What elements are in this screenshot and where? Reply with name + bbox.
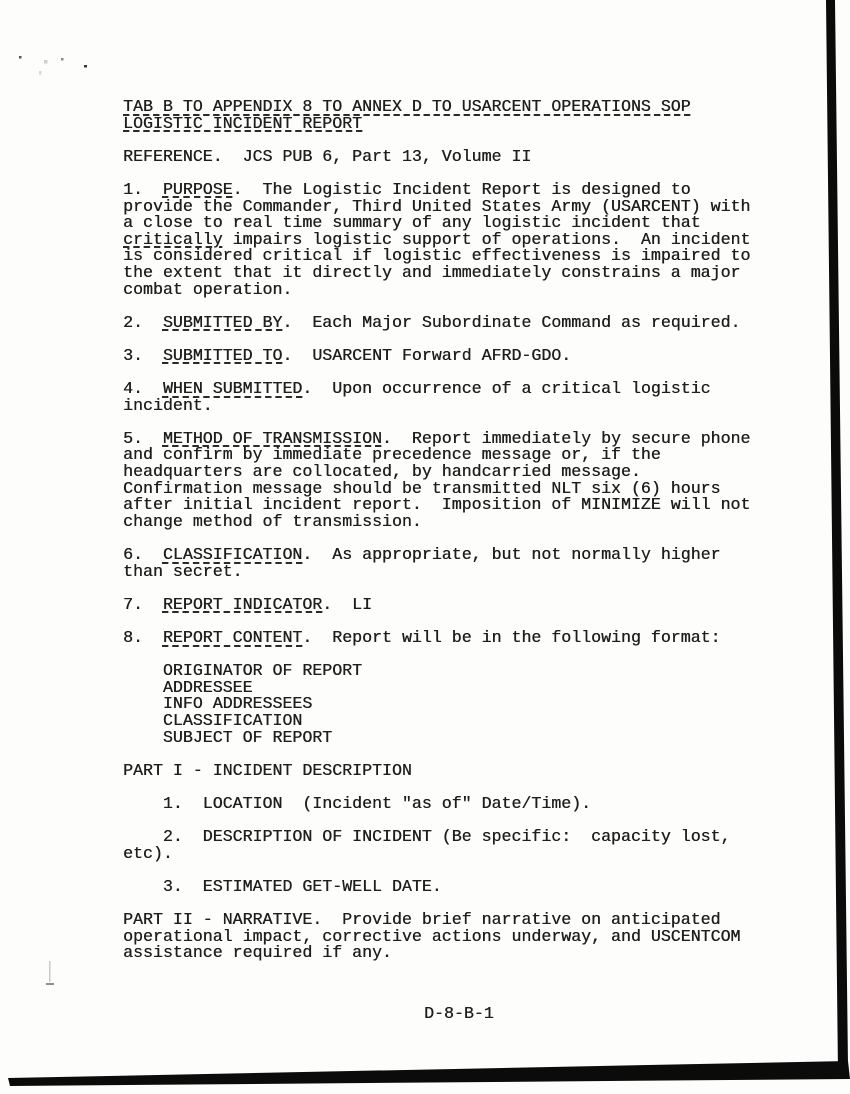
text: combat operation. xyxy=(123,279,293,299)
text: 3. xyxy=(123,345,163,365)
text: assistance required if any. xyxy=(123,943,392,963)
text: operational impact, corrective actions underway, and USCENTCOM xyxy=(123,926,741,946)
text: 3. ESTIMATED GET-WELL DATE. xyxy=(123,876,442,896)
text: . The Logistic Incident Report is designed to xyxy=(232,179,691,199)
underlined-text: LOGISTIC INCIDENT REPORT xyxy=(123,113,362,133)
scan-speck xyxy=(84,65,87,68)
scan-speck xyxy=(44,60,48,64)
para-3-submitted-to xyxy=(123,345,750,365)
bottom-edge-scan-bar xyxy=(8,1061,850,1086)
text: impairs logistic support of operations. An incident xyxy=(222,229,751,249)
underlined-text: TAB B TO APPENDIX 8 TO ANNEX D TO USARCENT OPERATIONS SOP xyxy=(123,97,691,116)
text: ADDRESSEE xyxy=(123,677,253,697)
text: . USARCENT Forward AFRD-GDO. xyxy=(282,345,572,365)
part-1-item-3 xyxy=(123,876,750,896)
text: than secret. xyxy=(123,561,243,581)
text: PART I - INCIDENT DESCRIPTION xyxy=(123,760,412,780)
para-7-report-indicator xyxy=(123,594,750,614)
doc-title-line-2 xyxy=(123,113,750,133)
underlined-text: CLASSIFICATION xyxy=(162,545,303,565)
part-1-item-1 xyxy=(123,793,750,813)
text: headquarters are collocated, by handcarried message. xyxy=(123,462,641,482)
text: 7. xyxy=(123,594,163,614)
underlined-text: REPORT CONTENT xyxy=(162,628,303,647)
text: 1. xyxy=(123,179,163,199)
text: a close to real time summary of any logistic incident that xyxy=(123,213,701,233)
scan-mark xyxy=(49,961,51,982)
doc-line xyxy=(123,395,750,415)
para-4-when-submitted xyxy=(123,381,750,398)
doc-line xyxy=(123,561,750,581)
text: PART II - NARRATIVE. Provide brief narrative on anticipated xyxy=(123,910,721,930)
text: 2. xyxy=(123,312,163,332)
text: 6. xyxy=(123,545,163,565)
underlined-text: WHEN SUBMITTED xyxy=(162,379,303,399)
text: . As appropriate, but not normally higher xyxy=(302,545,721,565)
text: 2. DESCRIPTION OF INCIDENT (Be specific: capacity lost, xyxy=(123,827,731,847)
text: SUBJECT OF REPORT xyxy=(123,727,333,747)
text: etc). xyxy=(123,843,173,863)
text: . Each Major Subordinate Command as required. xyxy=(282,312,741,332)
text: the extent that it directly and immediately constrains a major xyxy=(123,262,741,282)
doc-line xyxy=(123,945,750,962)
underlined-text: REPORT INDICATOR xyxy=(162,594,323,614)
format-list-item xyxy=(123,727,750,747)
text: after initial incident report. Imposition of MINIMIZE will not xyxy=(123,495,751,515)
underlined-text: SUBMITTED TO xyxy=(162,345,283,365)
scan-mark xyxy=(46,983,54,985)
doc-line xyxy=(123,279,750,299)
scan-speck xyxy=(19,56,22,59)
text: CLASSIFICATION xyxy=(123,710,303,730)
scan-speck xyxy=(39,71,42,75)
text: . Report will be in the following format: xyxy=(302,628,721,647)
underlined-text: PURPOSE xyxy=(162,179,233,199)
right-edge-scan-bar xyxy=(826,0,848,1074)
text: INFO ADDRESSEES xyxy=(123,694,313,714)
doc-line xyxy=(123,843,750,863)
underlined-text: SUBMITTED BY xyxy=(162,312,283,332)
text: 8. xyxy=(123,628,163,647)
page-number: D-8-B-1 xyxy=(424,1004,494,1023)
para-2-submitted-by xyxy=(123,312,750,332)
text: 5. xyxy=(123,428,163,448)
text: 1. LOCATION (Incident "as of" Date/Time). xyxy=(123,793,592,813)
text: ORIGINATOR OF REPORT xyxy=(123,661,362,681)
text: REFERENCE. JCS PUB 6, Part 13, Volume II xyxy=(123,146,532,166)
text: . Report immediately by secure phone xyxy=(381,428,751,448)
text: Confirmation message should be transmitted NLT six (6) hours xyxy=(123,478,721,498)
text: incident. xyxy=(123,395,213,415)
text: change method of transmission. xyxy=(123,511,422,531)
document-body xyxy=(123,99,750,962)
part-1-heading xyxy=(123,760,750,780)
text: . Upon occurrence of a critical logistic xyxy=(302,379,711,399)
doc-line xyxy=(123,511,750,531)
underlined-text: METHOD OF TRANSMISSION xyxy=(162,428,382,448)
text: and confirm by immediate precedence message or, if the xyxy=(123,445,661,465)
text: . LI xyxy=(322,594,372,614)
text: 4. xyxy=(123,379,163,399)
scan-speck xyxy=(61,58,64,61)
reference-line xyxy=(123,146,750,166)
text: provide the Commander, Third United States Army (USARCENT) with xyxy=(123,196,751,216)
part-1-item-2 xyxy=(123,829,750,846)
underlined-text: critically xyxy=(123,229,223,249)
text: is considered critical if logistic effectiveness is impaired to xyxy=(123,246,751,266)
para-8-report-content xyxy=(123,630,750,647)
